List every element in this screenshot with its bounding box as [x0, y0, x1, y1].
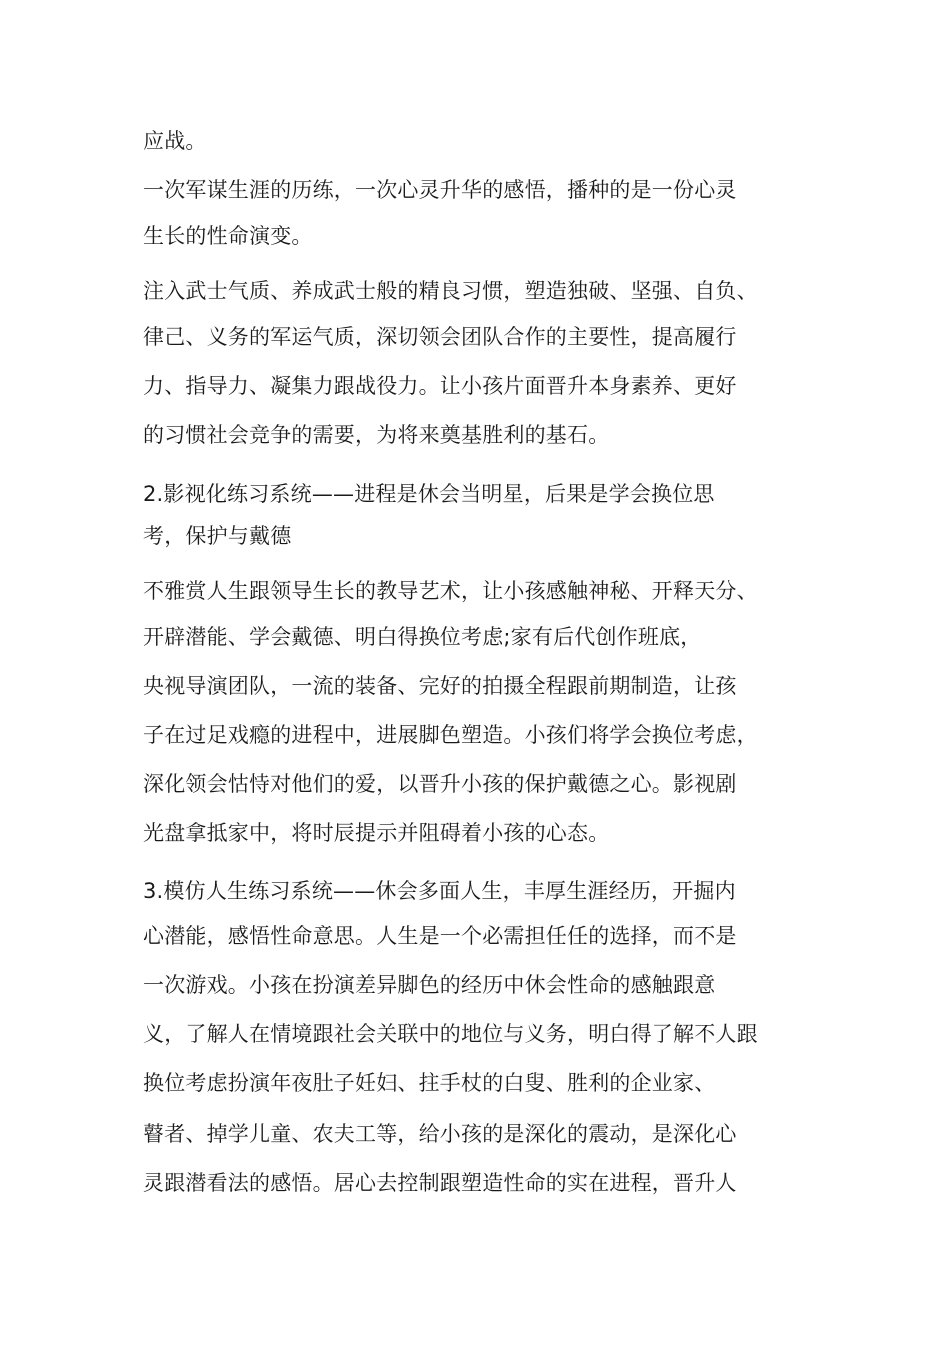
text-line: 律己、义务的军运气质，深切领会团队合作的主要性，提高履行	[143, 325, 737, 349]
text-line: 子在过足戏瘾的进程中，进展脚色塑造。小孩们将学会换位考虑，	[143, 723, 758, 747]
text-line: 不雅赏人生跟领导生长的教导艺术，让小孩感触神秘、开释天分、	[143, 579, 758, 603]
text-line: 央视导演团队，一流的装备、完好的拍摄全程跟前期制造，让孩	[143, 674, 737, 698]
text-line: 一次游戏。小孩在扮演差异脚色的经历中休会性命的感触跟意	[143, 973, 716, 997]
text-line: 生长的性命演变。	[143, 224, 313, 248]
text-line: 深化领会怙恃对他们的爱，以晋升小孩的保护戴德之心。影视剧	[143, 772, 737, 796]
section-heading-line: 3.模仿人生练习系统——休会多面人生，丰厚生涯经历，开掘内	[143, 879, 736, 903]
text-line: 义，了解人在情境跟社会关联中的地位与义务，明白得了解不人跟	[143, 1022, 758, 1046]
text-line: 注入武士气质、养成武士般的精良习惯，塑造独破、坚强、自负、	[143, 279, 758, 303]
text-line: 瞽者、掉学儿童、农夫工等，给小孩的是深化的震动，是深化心	[143, 1122, 737, 1146]
text-line: 的习惯社会竞争的需要，为将来奠基胜利的基石。	[143, 423, 610, 447]
text-line: 心潜能，感悟性命意思。人生是一个必需担任任的选择，而不是	[143, 924, 737, 948]
section-heading-line: 2.影视化练习系统——进程是休会当明星，后果是学会换位思	[143, 482, 715, 506]
text-line: 灵跟潜看法的感悟。居心去控制跟塑造性命的实在进程，晋升人	[143, 1171, 737, 1195]
text-line: 应战。	[143, 129, 207, 153]
section-heading-line: 考，保护与戴德	[143, 524, 292, 548]
text-line: 开辟潜能、学会戴德、明白得换位考虑;家有后代创作班底，	[143, 625, 702, 649]
text-line: 换位考虑扮演年夜肚子妊妇、拄手杖的白叟、胜利的企业家、	[143, 1071, 716, 1095]
text-line: 光盘拿抵家中，将时辰提示并阻碍着小孩的心态。	[143, 821, 610, 845]
text-line: 力、指导力、凝集力跟战役力。让小孩片面晋升本身素养、更好	[143, 374, 737, 398]
text-line: 一次军谋生涯的历练，一次心灵升华的感悟，播种的是一份心灵	[143, 178, 737, 202]
